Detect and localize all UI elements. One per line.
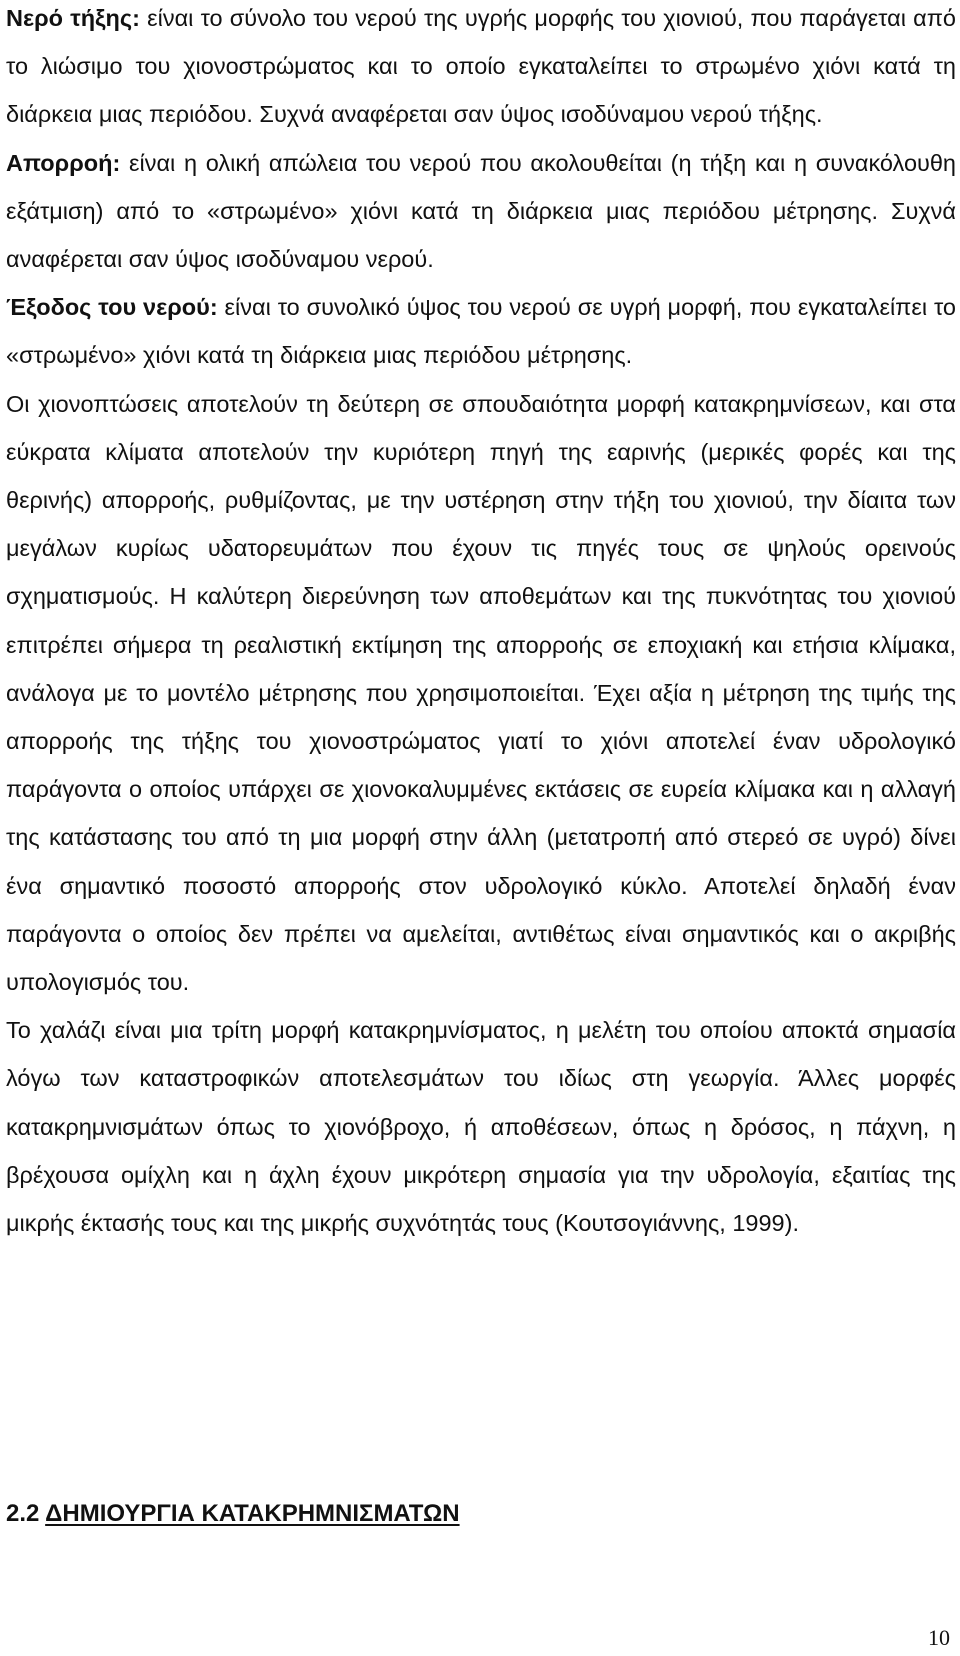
page-number: 10 bbox=[928, 1625, 950, 1650]
paragraph-text: Το χαλάζι είναι μια τρίτη μορφή κατακρημνίσματος, η μελέτη του οποίου αποκτά σημασία λόγω των καταστροφικών αποτελεσμάτων του ιδίως στη γεωργία. Άλλες μορφές κατακρημνισμάτων όπως το χιονόβροχο, ή αποθέσεων, όπως η δρόσος, η πάχνη, η βρέχουσα ομίχλη και η άχλη έχουν μικρότερη σημασία για την υδρολογία, εξαιτίας της μικρής έκτασής τους και της μικρής συχνότητάς τους (Κουτσογιάννης, 1999). bbox=[6, 1017, 956, 1237]
paragraph-text: είναι το συνολικό ύψος του νερού σε υγρή μορφή, που εγκαταλείπει το «στρωμένο» χιόνι κατά τη διάρκεια μιας περιόδου μέτρησης. bbox=[6, 294, 956, 369]
paragraph-text: Οι χιονοπτώσεις αποτελούν τη δεύτερη σε σπουδαιότητα μορφή κατακρημνίσεων, και στα εύκρατα κλίματα αποτελούν την κυριότερη πηγή της εαρινής (μερικές φορές και της θερινής) απορροής, ρυθμίζοντας, με την υστέρηση στην τήξη του χιονιού, την δίαιτα των μεγάλων κυρίως υδατορευμάτων που έχουν τις πηγές τους σε ψηλούς ορεινούς σχηματισμούς. Η καλύτερη διερεύνηση των αποθεμάτων και της πυκνότητας του χιονιού επιτρέπει σήμερα τη ρεαλιστική εκτίμηση της απορροής σε εποχιακή και ετήσια κλίμακα, ανάλογα με το μοντέλο μέτρησης που χρησιμοποιείται. Έχει αξία η μέτρηση της τιμής της απορροής της τήξης του χιονοστρώματος γιατί το χιόνι αποτελεί έναν υδρολογικό παράγοντα ο οποίος υπάρχει σε χιονοκαλυμμένες εκτάσεις σε ευρεία κλίμακα και η αλλαγή της κατάστασης του από τη μια μορφή στην άλλη (μετατροπή από στερεό σε υγρό) δίνει ένα σημαντικό ποσοστό απορροής στον υδρολογικό κύκλο. Αποτελεί δηλαδή έναν παράγοντα ο οποίος δεν πρέπει να αμελείται, αντιθέτως είναι σημαντικός και ο ακριβής υπολογισμός του. bbox=[6, 390, 956, 996]
paragraph-meltwater-definition bbox=[6, 0, 956, 139]
paragraph-runoff-definition bbox=[6, 139, 956, 284]
paragraph-text: είναι το σύνολο του νερού της υγρής μορφής του χιονιού, που παράγεται από το λιώσιμο του χιονοστρώματος και το οποίο εγκαταλείπει το στρωμένο χιόνι κατά τη διάρκεια μιας περιόδου. Συχνά αναφέρεται σαν ύψος ισοδύναμου νερού τήξης. bbox=[6, 5, 956, 128]
section-heading bbox=[6, 1500, 460, 1528]
paragraph-snowfall bbox=[6, 380, 956, 1007]
paragraph-text: είναι η ολική απώλεια του νερού που ακολουθείται (η τήξη και η συνακόλουθη εξάτμιση) από το «στρωμένο» χιόνι κατά τη διάρκεια μιας περιόδου μέτρησης. Συχνά αναφέρεται σαν ύψος ισοδύναμου νερού. bbox=[6, 149, 956, 273]
section-title: ΔΗΜΙΟΥΡΓΙΑ ΚΑΤΑΚΡΗΜΝΙΣΜΑΤΩΝ bbox=[45, 1500, 460, 1527]
term-label: Απορροή: bbox=[6, 149, 121, 176]
term-label: Νερό τήξης: bbox=[6, 5, 140, 31]
paragraph-hail bbox=[6, 1006, 956, 1247]
term-label: Έξοδος του νερού: bbox=[6, 294, 218, 321]
section-number: 2.2 bbox=[6, 1500, 46, 1527]
body-text bbox=[6, 0, 956, 1247]
paragraph-water-outflow-definition bbox=[6, 283, 956, 379]
